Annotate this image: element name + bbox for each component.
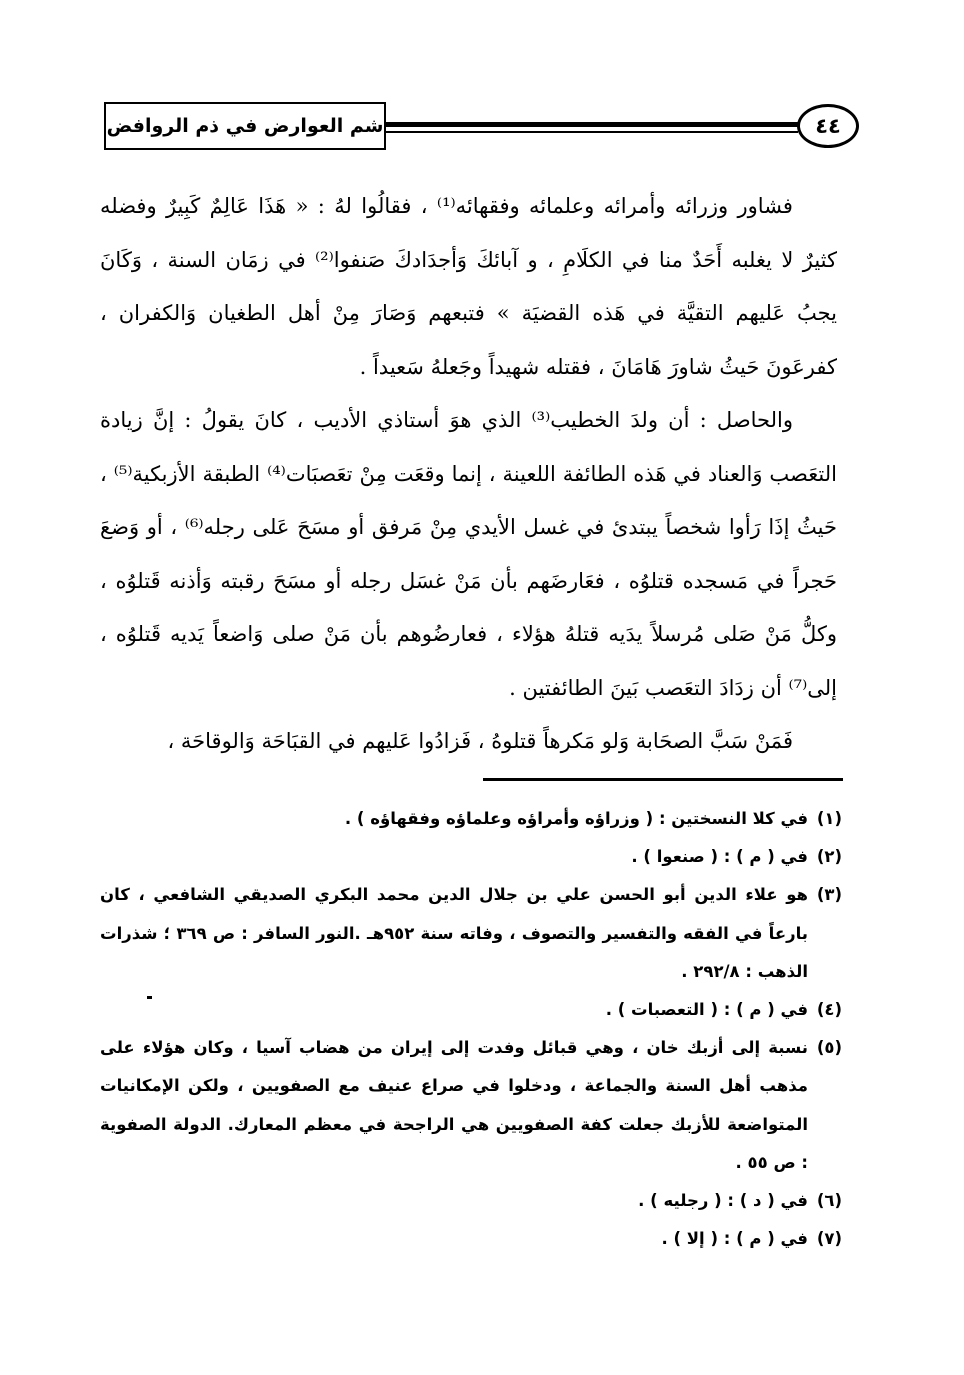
footnote-text: هو علاء الدين أبو الحسن علي بن جلال الدين محمد البكري الصديقي الشافعي ، كان بارعاً في الفقه والتفسير والتصوف ، وفاته سنة ٩٥٢هـ .النور السافر : ص ٣٦٩ ؛ شذرات الذهب : ٢٩٢/٨ .	[100, 885, 808, 981]
page-number-text: ٤٤	[815, 114, 841, 138]
paragraph-1: فشاور وزرائه وأمرائه وعلمائه وفقهائه⁽¹⁾ ، فقالُوا لهُ : « هَذَا عَالِمٌ كَبِيرٌ وفضله كثيرٌ لا يغلبه أَحَدٌ منا في الكلَامِ ، و آبائكَ وَأجدَادكَ صَنفوا⁽²⁾ في زمَان السنة ، وَكَانَ يجبُ عَليهم التقيَّة في هَذه القضيَة » فتبعهم وَصَارَ مِنْ أهل الطغيان وَالكفران ، كفرعَونَ حَيثُ شاورَ هَامَانَ ، فقتله شهيداً وجَعلهُ سَعيداً .	[100, 194, 837, 379]
footnote-text: في ( م ) : ( صنعوا ) .	[631, 847, 808, 867]
footnote-text: في ( م ) : ( إلا ) .	[661, 1229, 808, 1249]
paragraph-3: فَمَنْ سَبَّ الصحَابة وَلو مَكرهاً قتلوهُ ، فَزادُوا عَليهم في القبَاحَة وَالوقاحَة ،	[167, 729, 793, 753]
footnote-7	[100, 1220, 842, 1258]
header-rule-thick	[386, 122, 798, 127]
footnote-2	[100, 838, 842, 876]
footnote-1	[100, 800, 842, 838]
running-title-text: شم العوارض في ذم الروافض	[106, 115, 384, 137]
footnote-number: (٤)	[816, 1000, 842, 1020]
footnote-number: (٢)	[816, 847, 842, 867]
footnote-separator	[483, 778, 843, 781]
footnote-text: نسبة إلى أزبك خان ، وهي قبائل وفدت إلى إيران من هضاب آسيا ، وكان هؤلاء على مذهب أهل السنة والجماعة ، ودخلوا في صراع عنيف مع الصفويين ، ولكن الإمكانيات المتواضعة للأزبك جعلت كفة الصفويين هي الراجحة في معظم المعارك. الدولة الصفوية : ص ٥٥ .	[100, 1038, 808, 1172]
footnotes	[100, 800, 842, 1258]
scan-speck	[147, 996, 152, 999]
footnote-5	[100, 1029, 842, 1182]
header-rule-thin	[386, 131, 798, 133]
footnote-number: (٦)	[816, 1191, 842, 1211]
footnote-number: (٣)	[816, 885, 842, 905]
footnote-text: في كلا النسختين : ( وزراؤه وأمراؤه وعلماؤه وفقهاؤه ) .	[344, 809, 808, 828]
footnote-text: في ( م ) : ( التعصبات ) .	[605, 1000, 808, 1020]
footnote-number: (٥)	[816, 1038, 842, 1058]
footnote-text: في ( د ) : ( رجليه ) .	[638, 1191, 808, 1211]
paragraph-2: والحاصل : أن ولدَ الخطيب⁽³⁾ الذي هوَ أستاذي الأديب ، كانَ يقولُ : إنَّ زيادة التعَصب وَالعناد في هَذه الطائفة اللعينة ، إنما وقعَت مِنْ تعَصبَات⁽⁴⁾ الطبقة الأزبكية⁽⁵⁾ ، حَيثُ إذَا رَأوا شخصاً يبتدئ في غسل الأيدي مِنْ مَرفق أو مسَحَ عَلى رجله⁽⁶⁾ ، أو وَضعَ حَجراً في مَسجده قتلوُه ، فعَارضَهم بأن مَنْ غسَل رجله أو مسَحَ رقبته وَأذنه قَتلوُه ، وكلُّ مَنْ صَلى مُرسلاً يدَيه قتلهُ هؤلاء ، فعارضُوهم بأن مَنْ صلى وَاضعاً يَديه قَتلوُه ، إلى⁽⁷⁾ أن زدَادَ التعَصب بَينَ الطائفتين .	[100, 408, 837, 700]
footnote-3	[100, 876, 842, 991]
main-text	[100, 180, 837, 769]
footnote-6	[100, 1182, 842, 1220]
running-title	[104, 102, 386, 150]
footnote-number: (١)	[816, 809, 842, 828]
page-header	[104, 102, 859, 154]
page-number	[797, 104, 859, 148]
footnote-4	[100, 991, 842, 1029]
footnote-number: (٧)	[816, 1229, 842, 1249]
